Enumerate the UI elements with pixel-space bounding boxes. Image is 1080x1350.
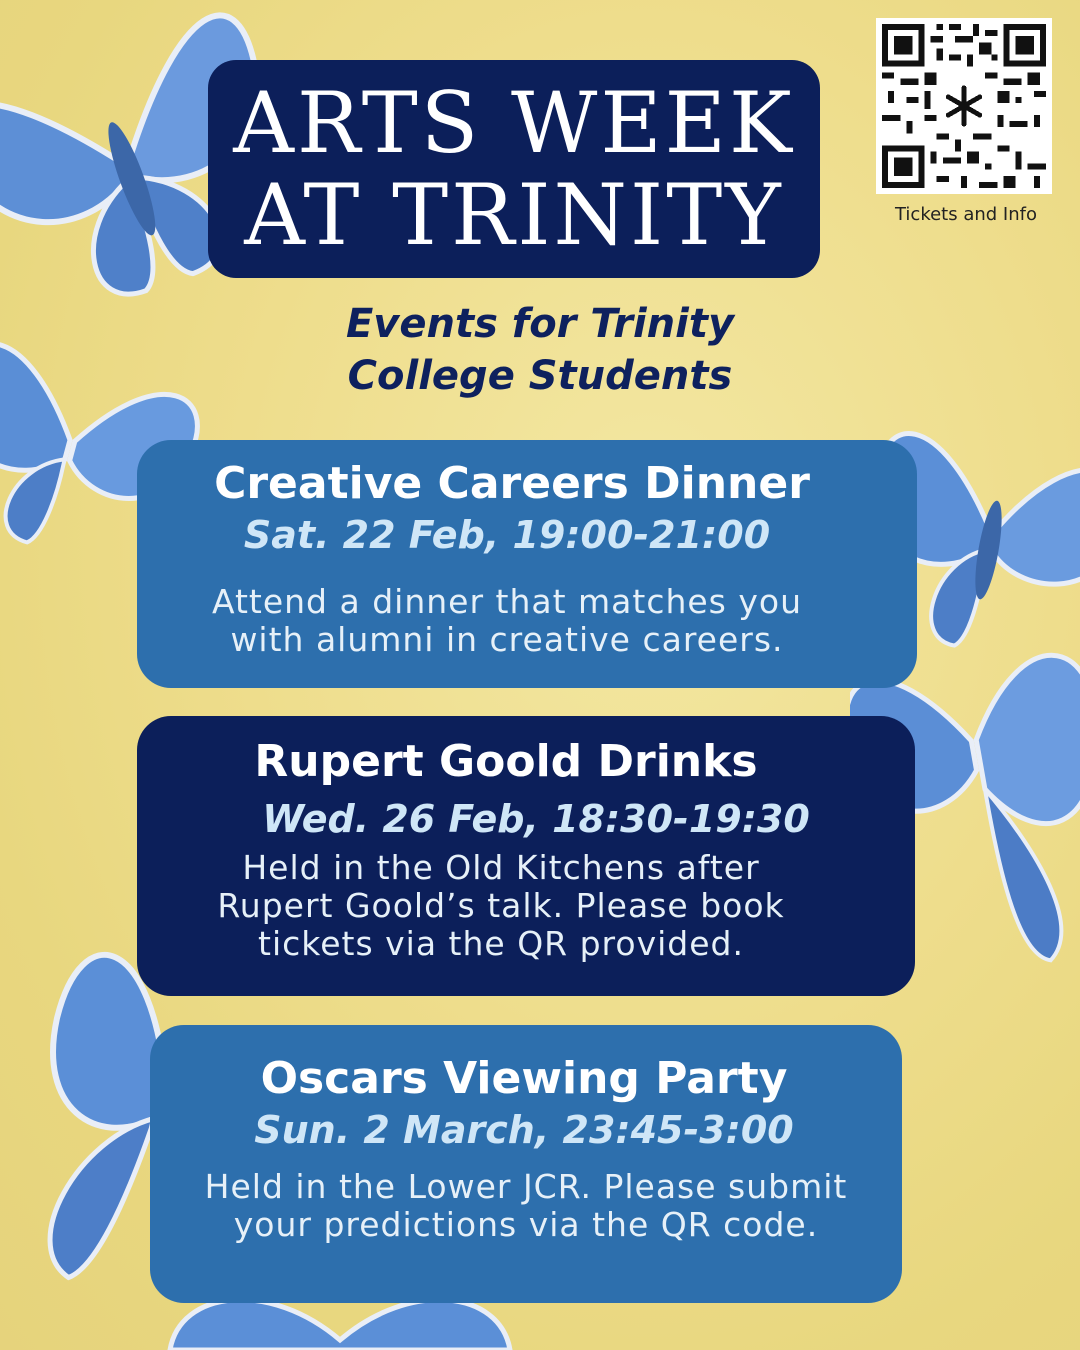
event-card-rupert-goold xyxy=(137,716,915,996)
event-description xyxy=(97,583,917,659)
event-date: Sun. 2 March, 23:45-3:00 xyxy=(254,1108,794,1152)
event-card-oscars xyxy=(150,1025,902,1303)
event-title: Rupert Goold Drinks xyxy=(254,736,758,787)
event-description-line: Held in the Old Kitchens after xyxy=(242,848,760,887)
event-description-line: Rupert Goold’s talk. Please book xyxy=(217,886,785,925)
event-date: Sat. 22 Feb, 19:00-21:00 xyxy=(243,513,771,557)
qr-block[interactable] xyxy=(876,18,1056,225)
subtitle xyxy=(240,298,840,402)
title-banner xyxy=(208,60,820,278)
title-line-1: ARTS WEEK xyxy=(233,74,795,172)
subtitle-line-2: College Students xyxy=(347,353,733,399)
subtitle-line-1: Events for Trinity xyxy=(345,301,735,347)
event-description-line: tickets via the QR provided. xyxy=(258,924,744,963)
event-description-line: your predictions via the QR code. xyxy=(233,1205,819,1244)
qr-code-icon[interactable] xyxy=(876,18,1052,194)
event-description-line: with alumni in creative careers. xyxy=(230,620,784,659)
event-card-creative-careers xyxy=(137,440,917,688)
event-description xyxy=(87,849,915,963)
event-title: Oscars Viewing Party xyxy=(260,1053,788,1104)
event-description-line: Held in the Lower JCR. Please submit xyxy=(204,1167,848,1206)
event-title: Creative Careers Dinner xyxy=(214,458,810,509)
event-date: Wed. 26 Feb, 18:30-19:30 xyxy=(262,797,810,841)
event-description-line: Attend a dinner that matches you xyxy=(211,582,803,621)
qr-caption: Tickets and Info xyxy=(894,204,1037,225)
title-line-2: AT TRINITY xyxy=(244,166,784,264)
event-description xyxy=(150,1168,902,1244)
